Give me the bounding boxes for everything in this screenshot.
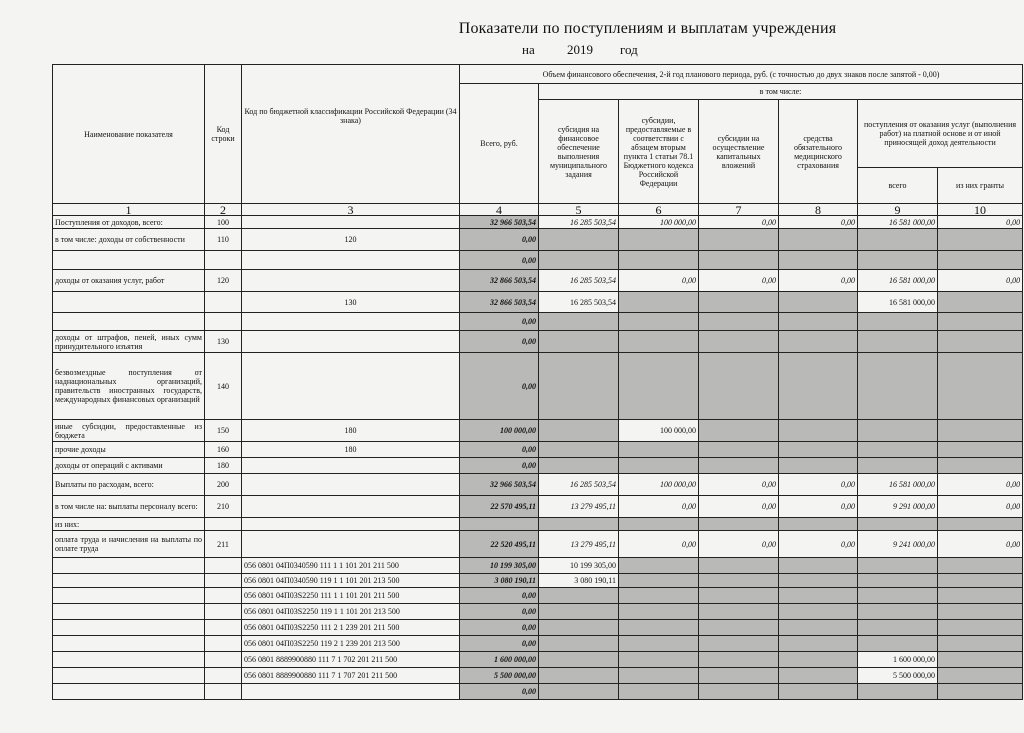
col-number: 3	[242, 204, 460, 216]
cell-c10	[938, 684, 1023, 700]
cell-kbk	[242, 518, 460, 531]
cell-c8	[779, 331, 858, 353]
cell-kbk	[242, 216, 460, 229]
col-header-paid-total: всего	[858, 168, 938, 204]
table-row	[53, 652, 1023, 668]
cell-c9	[858, 442, 938, 458]
cell-c5	[539, 420, 619, 442]
cell-kbk: 056 0801 04П03S2250 111 1 1 101 201 211 500	[242, 588, 460, 604]
col-number: 1	[53, 204, 205, 216]
col-number: 10	[938, 204, 1023, 216]
cell-c9	[858, 588, 938, 604]
cell-c7	[699, 588, 779, 604]
col-header-incl: в том числе:	[539, 84, 1023, 100]
cell-c10: 0,00	[938, 216, 1023, 229]
cell-c6: 0,00	[619, 496, 699, 518]
cell-c5: 16 285 503,54	[539, 474, 619, 496]
table-row	[53, 420, 1023, 442]
cell-total: 32 966 503,54	[460, 216, 539, 229]
table-row	[53, 574, 1023, 588]
cell-c9	[858, 604, 938, 620]
cell-kbk: 056 0801 04П0340590 111 1 1 101 201 211 500	[242, 558, 460, 574]
cell-c5: 16 285 503,54	[539, 216, 619, 229]
cell-kbk: 120	[242, 229, 460, 251]
cell-c6	[619, 313, 699, 331]
cell-c10: 0,00	[938, 531, 1023, 558]
cell-total: 0,00	[460, 620, 539, 636]
cell-name: Поступления от доходов, всего:	[53, 216, 205, 229]
cell-name: в том числе на: выплаты персоналу всего:	[53, 496, 205, 518]
cell-c9	[858, 684, 938, 700]
cell-total: 0,00	[460, 251, 539, 270]
cell-c7	[699, 636, 779, 652]
cell-total: 32 866 503,54	[460, 270, 539, 292]
cell-name: прочие доходы	[53, 442, 205, 458]
cell-kbk	[242, 353, 460, 420]
cell-c6	[619, 251, 699, 270]
cell-code: 211	[205, 531, 242, 558]
cell-c5: 10 199 305,00	[539, 558, 619, 574]
cell-c5	[539, 668, 619, 684]
cell-code	[205, 620, 242, 636]
cell-c8	[779, 442, 858, 458]
cell-c7	[699, 668, 779, 684]
cell-code	[205, 574, 242, 588]
cell-kbk: 130	[242, 292, 460, 313]
table-row	[53, 558, 1023, 574]
cell-c10	[938, 251, 1023, 270]
cell-c9: 16 581 000,00	[858, 270, 938, 292]
cell-c6	[619, 684, 699, 700]
cell-code	[205, 668, 242, 684]
cell-c10	[938, 588, 1023, 604]
year-suffix: год	[620, 42, 638, 57]
cell-c8	[779, 518, 858, 531]
cell-c8	[779, 620, 858, 636]
cell-c6: 0,00	[619, 531, 699, 558]
cell-kbk	[242, 331, 460, 353]
cell-c9	[858, 620, 938, 636]
cell-c9	[858, 353, 938, 420]
cell-c7: 0,00	[699, 216, 779, 229]
cell-c7	[699, 229, 779, 251]
cell-total: 1 600 000,00	[460, 652, 539, 668]
cell-c6	[619, 518, 699, 531]
cell-c10	[938, 458, 1023, 474]
cell-c10	[938, 604, 1023, 620]
table-row	[53, 636, 1023, 652]
table-row	[53, 518, 1023, 531]
cell-c8	[779, 604, 858, 620]
table-row	[53, 474, 1023, 496]
col-number: 8	[779, 204, 858, 216]
cell-code	[205, 684, 242, 700]
cell-c9	[858, 636, 938, 652]
col-number: 9	[858, 204, 938, 216]
cell-kbk: 056 0801 8889900880 111 7 1 707 201 211 500	[242, 668, 460, 684]
cell-c7: 0,00	[699, 270, 779, 292]
cell-c6	[619, 229, 699, 251]
col-header-total: Всего, руб.	[460, 84, 539, 204]
cell-c8	[779, 574, 858, 588]
cell-code: 130	[205, 331, 242, 353]
table-row	[53, 313, 1023, 331]
cell-c9: 16 581 000,00	[858, 292, 938, 313]
cell-c7	[699, 292, 779, 313]
cell-kbk: 056 0801 04П03S2250 119 2 1 239 201 213 500	[242, 636, 460, 652]
cell-name: из них:	[53, 518, 205, 531]
cell-total: 10 199 305,00	[460, 558, 539, 574]
cell-code	[205, 558, 242, 574]
cell-c7	[699, 684, 779, 700]
col-header-paid-services: поступления от оказания услуг (выполнения работ) на платной основе и от иной приносящей доход деятельности	[858, 100, 1023, 168]
col-header-grants: из них гранты	[938, 168, 1023, 204]
cell-kbk: 056 0801 04П0340590 119 1 1 101 201 213 500	[242, 574, 460, 588]
cell-c10	[938, 574, 1023, 588]
cell-c8	[779, 292, 858, 313]
cell-c10	[938, 442, 1023, 458]
cell-c10	[938, 620, 1023, 636]
col-header-volume: Объем финансового обеспечения, 2-й год планового периода, руб. (с точностью до двух знаков после запятой - 0,00)	[460, 65, 1023, 84]
cell-name: Выплаты по расходам, всего:	[53, 474, 205, 496]
table-row	[53, 292, 1023, 313]
cell-kbk	[242, 684, 460, 700]
cell-c10: 0,00	[938, 270, 1023, 292]
indicators-table	[52, 64, 1023, 700]
cell-c5: 13 279 495,11	[539, 496, 619, 518]
col-number: 4	[460, 204, 539, 216]
cell-c8	[779, 420, 858, 442]
cell-c6	[619, 636, 699, 652]
cell-c6	[619, 652, 699, 668]
cell-name	[53, 574, 205, 588]
cell-c7	[699, 604, 779, 620]
cell-total: 22 570 495,11	[460, 496, 539, 518]
col-number: 7	[699, 204, 779, 216]
col-header-name: Наименование показателя	[53, 65, 205, 204]
cell-c8	[779, 251, 858, 270]
cell-c8	[779, 229, 858, 251]
col-header-subsidy-task: субсидия на финансовое обеспечение выполнения муниципального задания	[539, 100, 619, 204]
cell-c10	[938, 313, 1023, 331]
cell-total: 0,00	[460, 331, 539, 353]
cell-code	[205, 518, 242, 531]
cell-c5	[539, 442, 619, 458]
col-header-oms: средства обязательного медицинского страхования	[779, 100, 858, 204]
cell-c7	[699, 574, 779, 588]
cell-c6: 0,00	[619, 270, 699, 292]
cell-name	[53, 620, 205, 636]
cell-c7	[699, 251, 779, 270]
cell-c8	[779, 353, 858, 420]
cell-c9	[858, 251, 938, 270]
cell-c6: 100 000,00	[619, 420, 699, 442]
cell-kbk	[242, 496, 460, 518]
cell-c5	[539, 604, 619, 620]
col-header-kbk: Код по бюджетной классификации Российской Федерации (34 знака)	[242, 65, 460, 204]
cell-c7	[699, 353, 779, 420]
cell-c5	[539, 229, 619, 251]
cell-c5	[539, 652, 619, 668]
cell-c10	[938, 668, 1023, 684]
cell-c8	[779, 313, 858, 331]
cell-name: безвозмездные поступления от наднациональных организаций, правительств иностранных государств, международных финансовых организаций	[53, 353, 205, 420]
cell-code: 200	[205, 474, 242, 496]
cell-c6	[619, 588, 699, 604]
cell-c6	[619, 331, 699, 353]
cell-c7	[699, 558, 779, 574]
cell-name	[53, 604, 205, 620]
cell-name	[53, 652, 205, 668]
cell-c7	[699, 620, 779, 636]
cell-name: доходы от оказания услуг, работ	[53, 270, 205, 292]
table-row	[53, 216, 1023, 229]
cell-code	[205, 652, 242, 668]
cell-name: доходы от штрафов, пеней, иных сумм принудительного изъятия	[53, 331, 205, 353]
cell-c6	[619, 620, 699, 636]
cell-c10	[938, 229, 1023, 251]
cell-c7	[699, 442, 779, 458]
cell-c7	[699, 420, 779, 442]
cell-name: доходы от операций с активами	[53, 458, 205, 474]
cell-name	[53, 251, 205, 270]
cell-c9: 1 600 000,00	[858, 652, 938, 668]
cell-c9: 9 291 000,00	[858, 496, 938, 518]
cell-c9: 16 581 000,00	[858, 216, 938, 229]
cell-c7	[699, 518, 779, 531]
cell-c10	[938, 518, 1023, 531]
cell-c5	[539, 636, 619, 652]
cell-c8	[779, 558, 858, 574]
cell-c8	[779, 684, 858, 700]
table-row	[53, 531, 1023, 558]
cell-code: 150	[205, 420, 242, 442]
cell-code	[205, 636, 242, 652]
cell-c9	[858, 313, 938, 331]
cell-c6: 100 000,00	[619, 474, 699, 496]
table-row	[53, 458, 1023, 474]
cell-code: 110	[205, 229, 242, 251]
cell-c9: 16 581 000,00	[858, 474, 938, 496]
cell-name: оплата труда и начисления на выплаты по оплате труда	[53, 531, 205, 558]
cell-c10	[938, 652, 1023, 668]
col-header-capital: субсидии на осуществление капитальных вложений	[699, 100, 779, 204]
cell-c8	[779, 458, 858, 474]
cell-code: 100	[205, 216, 242, 229]
cell-kbk	[242, 270, 460, 292]
cell-code	[205, 292, 242, 313]
cell-c5	[539, 331, 619, 353]
col-number: 2	[205, 204, 242, 216]
cell-total: 0,00	[460, 313, 539, 331]
table-row	[53, 496, 1023, 518]
cell-total: 5 500 000,00	[460, 668, 539, 684]
cell-c8	[779, 668, 858, 684]
cell-code: 140	[205, 353, 242, 420]
cell-c10	[938, 420, 1023, 442]
table-row	[53, 270, 1023, 292]
cell-kbk: 056 0801 04П03S2250 119 1 1 101 201 213 500	[242, 604, 460, 620]
cell-c8	[779, 652, 858, 668]
cell-c10	[938, 353, 1023, 420]
col-number: 6	[619, 204, 699, 216]
cell-total: 32 966 503,54	[460, 474, 539, 496]
cell-c6	[619, 442, 699, 458]
col-header-subsidy-78: субсидии, предоставляемые в соответствии с абзацем вторым пункта 1 статьи 78.1 Бюджетного кодекса Российской Федерации	[619, 100, 699, 204]
cell-kbk: 056 0801 04П03S2250 111 2 1 239 201 211 500	[242, 620, 460, 636]
cell-c7: 0,00	[699, 531, 779, 558]
cell-code	[205, 313, 242, 331]
table-row	[53, 588, 1023, 604]
cell-kbk: 180	[242, 442, 460, 458]
cell-code: 160	[205, 442, 242, 458]
cell-c5	[539, 313, 619, 331]
cell-total: 100 000,00	[460, 420, 539, 442]
cell-total: 0,00	[460, 684, 539, 700]
table-row	[53, 331, 1023, 353]
cell-total: 0,00	[460, 458, 539, 474]
cell-kbk: 180	[242, 420, 460, 442]
cell-c5	[539, 588, 619, 604]
date-prefix: на	[522, 42, 535, 57]
cell-c6	[619, 668, 699, 684]
cell-c5	[539, 458, 619, 474]
cell-c5	[539, 518, 619, 531]
cell-total	[460, 518, 539, 531]
cell-name: в том числе: доходы от собственности	[53, 229, 205, 251]
cell-code	[205, 604, 242, 620]
cell-c6: 100 000,00	[619, 216, 699, 229]
cell-code	[205, 588, 242, 604]
cell-c8	[779, 636, 858, 652]
cell-c7: 0,00	[699, 474, 779, 496]
cell-c9: 5 500 000,00	[858, 668, 938, 684]
cell-code: 210	[205, 496, 242, 518]
table-row	[53, 668, 1023, 684]
cell-c7	[699, 652, 779, 668]
cell-c5: 16 285 503,54	[539, 270, 619, 292]
cell-c9	[858, 518, 938, 531]
cell-c8: 0,00	[779, 270, 858, 292]
cell-c9: 9 241 000,00	[858, 531, 938, 558]
cell-code	[205, 251, 242, 270]
cell-c9	[858, 420, 938, 442]
cell-c10	[938, 636, 1023, 652]
cell-c5: 16 285 503,54	[539, 292, 619, 313]
cell-c10	[938, 292, 1023, 313]
cell-c9	[858, 331, 938, 353]
cell-c7	[699, 331, 779, 353]
table-row	[53, 229, 1023, 251]
page-title: Показатели по поступлениям и выплатам учреждения	[458, 20, 837, 37]
cell-c7: 0,00	[699, 496, 779, 518]
cell-c6	[619, 604, 699, 620]
cell-c10: 0,00	[938, 474, 1023, 496]
table-row	[53, 620, 1023, 636]
cell-total: 0,00	[460, 604, 539, 620]
cell-c9	[858, 574, 938, 588]
cell-name	[53, 558, 205, 574]
cell-c6	[619, 458, 699, 474]
cell-total: 0,00	[460, 636, 539, 652]
cell-total: 0,00	[460, 442, 539, 458]
cell-name	[53, 684, 205, 700]
col-header-code: Код строки	[205, 65, 242, 204]
cell-c8: 0,00	[779, 474, 858, 496]
cell-total: 0,00	[460, 588, 539, 604]
cell-c7	[699, 458, 779, 474]
cell-c8: 0,00	[779, 216, 858, 229]
cell-code: 120	[205, 270, 242, 292]
table-row	[53, 251, 1023, 270]
table-row	[53, 353, 1023, 420]
cell-c6	[619, 574, 699, 588]
cell-c8	[779, 588, 858, 604]
cell-kbk	[242, 313, 460, 331]
cell-name	[53, 292, 205, 313]
cell-name	[53, 636, 205, 652]
cell-c6	[619, 353, 699, 420]
cell-c10	[938, 558, 1023, 574]
cell-name: иные субсидии, предоставленные из бюджета	[53, 420, 205, 442]
cell-c5: 3 080 190,11	[539, 574, 619, 588]
cell-total: 32 866 503,54	[460, 292, 539, 313]
cell-c8: 0,00	[779, 531, 858, 558]
col-number: 5	[539, 204, 619, 216]
cell-c9	[858, 229, 938, 251]
cell-name	[53, 588, 205, 604]
cell-c5: 13 279 495,11	[539, 531, 619, 558]
cell-c7	[699, 313, 779, 331]
cell-total: 0,00	[460, 353, 539, 420]
cell-c6	[619, 292, 699, 313]
cell-kbk: 056 0801 8889900880 111 7 1 702 201 211 500	[242, 652, 460, 668]
report-year: 2019	[567, 42, 593, 57]
table-row	[53, 684, 1023, 700]
cell-c5	[539, 353, 619, 420]
cell-name	[53, 313, 205, 331]
cell-kbk	[242, 458, 460, 474]
table-row	[53, 604, 1023, 620]
cell-c9	[858, 458, 938, 474]
cell-total: 22 520 495,11	[460, 531, 539, 558]
cell-c8: 0,00	[779, 496, 858, 518]
cell-c6	[619, 558, 699, 574]
cell-c5	[539, 251, 619, 270]
cell-c10: 0,00	[938, 496, 1023, 518]
table-row	[53, 442, 1023, 458]
cell-c10	[938, 331, 1023, 353]
cell-code: 180	[205, 458, 242, 474]
cell-total: 0,00	[460, 229, 539, 251]
cell-kbk	[242, 251, 460, 270]
cell-kbk	[242, 474, 460, 496]
cell-name	[53, 668, 205, 684]
cell-c5	[539, 620, 619, 636]
cell-c5	[539, 684, 619, 700]
cell-c9	[858, 558, 938, 574]
cell-total: 3 080 190,11	[460, 574, 539, 588]
cell-kbk	[242, 531, 460, 558]
